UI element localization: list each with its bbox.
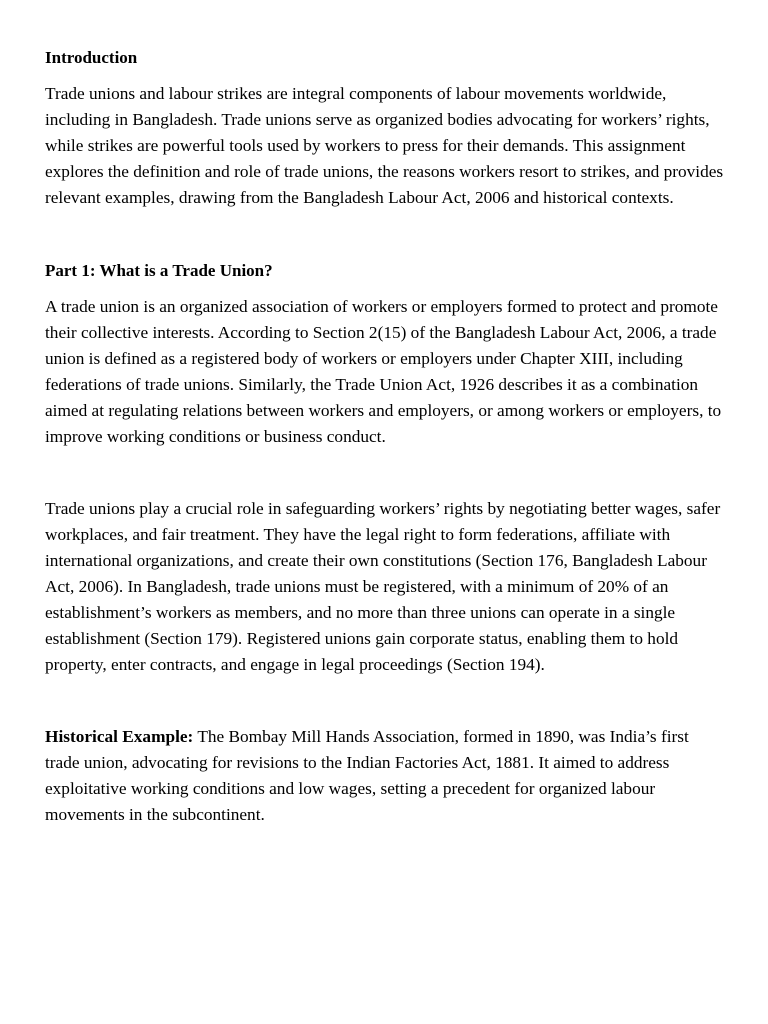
trade-union-role-paragraph: Trade unions play a crucial role in safeguarding workers’ rights by negotiating better wages, safer workplaces, and fair treatment. They have the legal right to form federations, affiliate with international organizations, and create their own constitutions (Section 176, Bangladesh Labour Act, 2006). In Bangladesh, trade unions must be registered, with a minimum of 20% of an establishment’s workers as members, and no more than three unions can operate in a single establishment (Section 179). Registered unions gain corporate status, enabling them to hold property, enter contracts, and engage in legal proceedings (Section 194).: [45, 499, 721, 674]
introduction-paragraph: Trade unions and labour strikes are integral components of labour movements worldwide, including in Bangladesh. Trade unions serve as organized bodies advocating for workers’ rights, while strikes are powerful tools used by workers to press for their demands. This assignment explores the definition and role of trade unions, the reasons workers resort to strikes, and provides relevant examples, drawing from the Bangladesh Labour Act, 2006 and historical contexts.: [45, 84, 724, 207]
introduction-heading: Introduction: [45, 48, 138, 67]
historical-example-label: Historical Example:: [45, 727, 194, 746]
part1-heading: Part 1: What is a Trade Union?: [45, 261, 273, 280]
historical-example-paragraph: [45, 724, 727, 828]
document-page: [45, 47, 727, 828]
historical-example-text: The Bombay Mill Hands Association, formed in 1890, was India’s first trade union, advocating for revisions to the Indian Factories Act, 1881. It aimed to address exploitative working conditions and low wages, setting a precedent for organized labour movements in the subcontinent.: [45, 727, 689, 824]
trade-union-definition-paragraph: A trade union is an organized association of workers or employers formed to protect and promote their collective interests. According to Section 2(15) of the Bangladesh Labour Act, 2006, a trade union is defined as a registered body of workers or employers under Chapter XIII, including federations of trade unions. Similarly, the Trade Union Act, 1926 describes it as a combination aimed at regulating relations between workers and employers, or among workers or employers, to improve working conditions or business conduct.: [45, 297, 722, 446]
